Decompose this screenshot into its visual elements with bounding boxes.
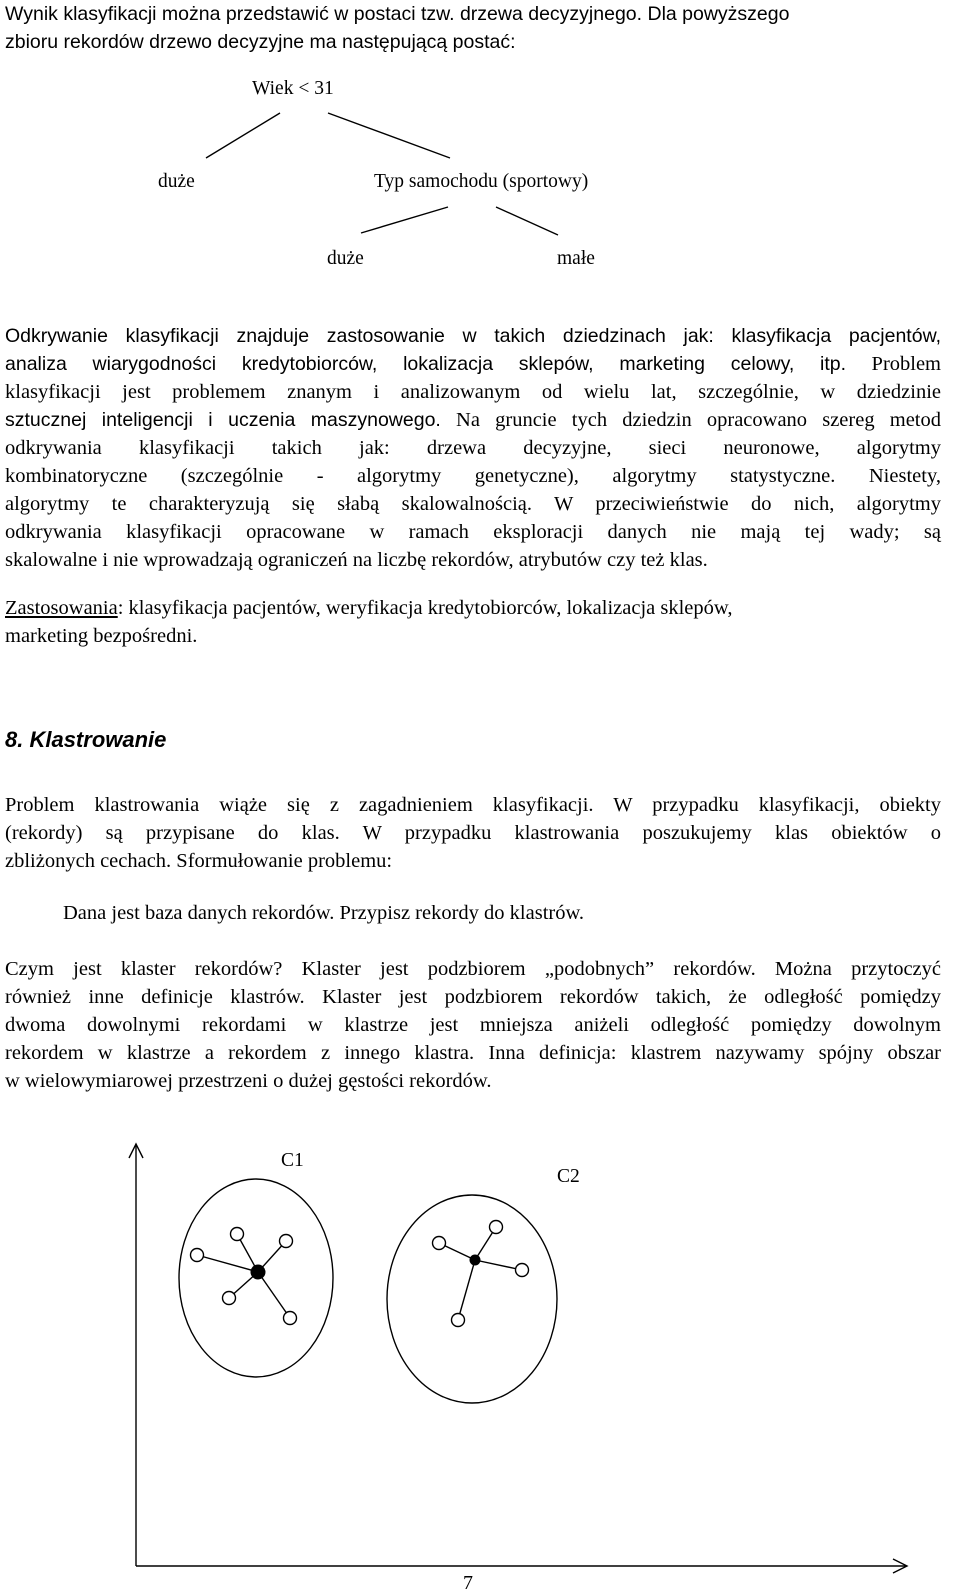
c2-record <box>433 1237 446 1250</box>
applications-label: Zastosowania <box>5 597 118 619</box>
para3-line-3: dwoma dowolnymi rekordami w klastrze jest mniejsza aniżeli odległość pomiędzy dowolnym <box>5 1014 941 1036</box>
para2-line-3: zbliżonych cechach. Sformułowanie problemu: <box>5 850 393 872</box>
para1-line-6: kombinatoryczne (szczególnie - algorytmy genetyczne), algorytmy statystyczne. Niestety, <box>5 465 941 487</box>
tree-edge-root-left <box>206 113 280 158</box>
para1-line-4: sztucznej inteligencji i uczenia maszynowego. Na gruncie tych dziedzin opracowano szereg metod <box>5 409 942 431</box>
c1-centroid <box>251 1265 266 1280</box>
c1-record <box>280 1235 293 1248</box>
page-number: 7 <box>463 1572 473 1594</box>
intro-line-2: zbioru rekordów drzewo decyzyjne ma następującą postać: <box>5 31 516 53</box>
para1-line-1: Odkrywanie klasyfikacji znajduje zastosowanie w takich dziedzinach jak: klasyfikacja pacjentów, <box>5 325 941 347</box>
c1-record <box>223 1292 236 1305</box>
c1-edge <box>197 1255 258 1272</box>
cluster-c1-label: C1 <box>281 1150 304 1171</box>
para2-line-1: Problem klastrowania wiąże się z zagadnieniem klasyfikacji. W przypadku klasyfikacji, obiekty <box>5 794 941 816</box>
tree-edge-root-right <box>328 113 450 158</box>
c2-centroid <box>470 1255 481 1266</box>
c2-record <box>452 1314 465 1327</box>
para3-line-5: w wielowymiarowej przestrzeni o dużej gęstości rekordów. <box>5 1070 492 1092</box>
problem-statement: Dana jest baza danych rekordów. Przypisz rekordy do klastrów. <box>63 902 585 924</box>
para1-line-5: odkrywania klasyfikacji takich jak: drzewa decyzyjne, sieci neuronowe, algorytmy <box>5 437 941 459</box>
para3-line-4: rekordem w klastrze a rekordem z innego klastra. Inna definicja: klastrem nazywamy spójny obszar <box>5 1042 941 1064</box>
para2-line-2: (rekordy) są przypisane do klas. W przypadku klastrowania poszukujemy klas obiektów o <box>5 822 941 844</box>
tree-root-label: Wiek < 31 <box>252 78 334 99</box>
para1-line-9: skalowalne i nie wprowadzają ograniczeń na liczbę rekordów, atrybutów czy też klas. <box>5 549 708 571</box>
classification-paragraph <box>5 322 941 574</box>
tree-edge-node-left <box>361 207 448 233</box>
c2-edge <box>475 1260 522 1270</box>
tree-edge-node-right <box>496 207 558 235</box>
c1-record <box>284 1312 297 1325</box>
c2-record <box>490 1221 503 1234</box>
para1-line-8: odkrywania klasyfikacji opracowane w ramach eksploracji danych nie mają tej wady; są <box>5 521 941 543</box>
intro-line-1: Wynik klasyfikacji można przedstawić w postaci tzw. drzewa decyzyjnego. Dla powyższego <box>5 3 790 25</box>
para1-line-2: analiza wiarygodności kredytobiorców, lokalizacja sklepów, marketing celowy, itp. Problem <box>5 353 942 375</box>
applications-line-2: marketing bezpośredni. <box>5 625 198 647</box>
tree-right-node-label: Typ samochodu (sportowy) <box>374 171 589 192</box>
c2-record <box>516 1264 529 1277</box>
section-heading: 8. Klastrowanie <box>5 727 167 752</box>
cluster-c2-boundary <box>387 1195 557 1403</box>
c1-record <box>191 1249 204 1262</box>
tree-left-leaf-label: duże <box>158 171 195 192</box>
cluster-definition-paragraph <box>5 955 941 1095</box>
tree-right-left-leaf-label: duże <box>327 248 364 269</box>
para1-line-3: klasyfikacji jest problemem znanym i analizowanym od wielu lat, szczególnie, w dziedzinie <box>5 381 941 403</box>
c2-edge <box>458 1260 475 1320</box>
para1-line-7: algorytmy te charakteryzują się słabą skalowalnością. W przeciwieństwie do nich, algorytmy <box>5 493 941 515</box>
para3-line-1: Czym jest klaster rekordów? Klaster jest podzbiorem „podobnych” rekordów. Można przytoczyć <box>5 958 941 980</box>
tree-right-right-leaf-label: małe <box>557 248 595 269</box>
applications-line-1: Zastosowania: klasyfikacja pacjentów, weryfikacja kredytobiorców, lokalizacja sklepów, <box>5 597 733 619</box>
clustering-paragraph <box>5 791 941 875</box>
cluster-figure <box>129 1144 907 1573</box>
c1-record <box>231 1228 244 1241</box>
cluster-c2-label: C2 <box>557 1166 580 1187</box>
applications-paragraph <box>5 594 941 650</box>
c1-edge <box>258 1272 290 1318</box>
para3-line-2: również inne definicje klastrów. Klaster jest podzbiorem rekordów takich, że odległość pomiędzy <box>5 986 941 1008</box>
